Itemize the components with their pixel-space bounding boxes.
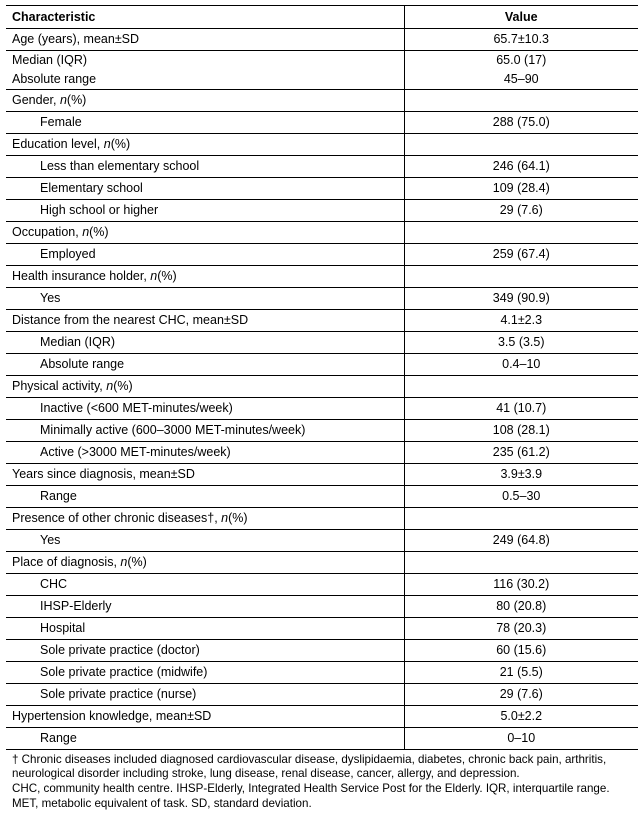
row-label: Hospital: [6, 618, 404, 640]
row-value: [404, 552, 638, 574]
row-label: Distance from the nearest CHC, mean±SD: [6, 310, 404, 332]
table-row: [6, 310, 638, 332]
row-value: 60 (15.6): [404, 640, 638, 662]
table-row: [6, 376, 638, 398]
row-value: [404, 222, 638, 244]
row-value: 349 (90.9): [404, 288, 638, 310]
row-value: 45–90: [404, 70, 638, 90]
table-row: [6, 70, 638, 90]
table-row: [6, 266, 638, 288]
row-value: [404, 376, 638, 398]
footnote-abbreviations: CHC, community health centre. IHSP-Elderly, Integrated Health Service Post for the Elderly. IQR, interquartile range. MET, metabolic equivalent of task. SD, standard deviation.: [12, 782, 610, 810]
row-label: Absolute range: [6, 70, 404, 90]
row-label: Health insurance holder, n(%): [6, 266, 404, 288]
row-value: 29 (7.6): [404, 200, 638, 222]
table-row: [6, 332, 638, 354]
table-row: [6, 288, 638, 310]
table-row: [6, 728, 638, 750]
table-row: [6, 662, 638, 684]
table-row: [6, 618, 638, 640]
table-row: [6, 398, 638, 420]
table-row: [6, 354, 638, 376]
row-label: Gender, n(%): [6, 90, 404, 112]
row-value: 4.1±2.3: [404, 310, 638, 332]
table-row: [6, 178, 638, 200]
table-row: [6, 156, 638, 178]
footnote-chronic-diseases: † Chronic diseases included diagnosed cardiovascular disease, dyslipidaemia, diabetes, chronic back pain, arthritis, neurological disorder including stroke, lung disease, renal disease, cancer, allergy, and depression.: [12, 753, 607, 781]
row-label: Presence of other chronic diseases†, n(%): [6, 508, 404, 530]
table-row: [6, 530, 638, 552]
table-row: [6, 420, 638, 442]
row-value: 80 (20.8): [404, 596, 638, 618]
row-label: Place of diagnosis, n(%): [6, 552, 404, 574]
table-row: [6, 222, 638, 244]
row-label: Yes: [6, 530, 404, 552]
row-value: 259 (67.4): [404, 244, 638, 266]
row-value: [404, 90, 638, 112]
row-value: 21 (5.5): [404, 662, 638, 684]
row-value: 78 (20.3): [404, 618, 638, 640]
row-label: Yes: [6, 288, 404, 310]
row-value: 3.5 (3.5): [404, 332, 638, 354]
row-value: 0.4–10: [404, 354, 638, 376]
table-row: [6, 112, 638, 134]
row-label: Hypertension knowledge, mean±SD: [6, 706, 404, 728]
row-value: 108 (28.1): [404, 420, 638, 442]
row-value: 29 (7.6): [404, 684, 638, 706]
table-row: [6, 134, 638, 156]
row-label: CHC: [6, 574, 404, 596]
row-label: Range: [6, 486, 404, 508]
table-row: [6, 574, 638, 596]
table-row: [6, 51, 638, 71]
row-label: Elementary school: [6, 178, 404, 200]
row-value: 65.7±10.3: [404, 29, 638, 51]
row-value: 288 (75.0): [404, 112, 638, 134]
table-row: [6, 29, 638, 51]
row-label: Sole private practice (doctor): [6, 640, 404, 662]
table-header-row: [6, 6, 638, 29]
row-label: High school or higher: [6, 200, 404, 222]
row-label: Employed: [6, 244, 404, 266]
table-row: [6, 442, 638, 464]
table-row: [6, 90, 638, 112]
row-label: Median (IQR): [6, 51, 404, 71]
row-label: Range: [6, 728, 404, 750]
table-row: [6, 640, 638, 662]
row-value: 0.5–30: [404, 486, 638, 508]
table-row: [6, 552, 638, 574]
row-value: [404, 508, 638, 530]
table-row: [6, 244, 638, 266]
row-value: 246 (64.1): [404, 156, 638, 178]
row-label: Years since diagnosis, mean±SD: [6, 464, 404, 486]
row-value: 5.0±2.2: [404, 706, 638, 728]
row-label: Inactive (<600 MET-minutes/week): [6, 398, 404, 420]
row-label: Education level, n(%): [6, 134, 404, 156]
row-value: 116 (30.2): [404, 574, 638, 596]
column-header-value: Value: [404, 6, 638, 29]
table-row: [6, 684, 638, 706]
characteristics-table: [6, 5, 638, 749]
row-value: 109 (28.4): [404, 178, 638, 200]
row-value: 3.9±3.9: [404, 464, 638, 486]
row-value: 249 (64.8): [404, 530, 638, 552]
row-value: 235 (61.2): [404, 442, 638, 464]
row-label: Absolute range: [6, 354, 404, 376]
row-label: Sole private practice (midwife): [6, 662, 404, 684]
row-label: Active (>3000 MET-minutes/week): [6, 442, 404, 464]
row-value: [404, 134, 638, 156]
row-value: 65.0 (17): [496, 53, 547, 67]
table-body: [6, 29, 638, 750]
row-label: Median (IQR): [6, 332, 404, 354]
row-label: Physical activity, n(%): [6, 376, 404, 398]
column-header-characteristic: Characteristic: [6, 6, 404, 29]
row-label: Occupation, n(%): [6, 222, 404, 244]
row-label: Sole private practice (nurse): [6, 684, 404, 706]
table-row: [6, 508, 638, 530]
row-value: 41 (10.7): [404, 398, 638, 420]
table-row: [6, 706, 638, 728]
table-row: [6, 464, 638, 486]
table-row: [6, 486, 638, 508]
row-label: IHSP-Elderly: [6, 596, 404, 618]
row-label: Less than elementary school: [6, 156, 404, 178]
table-footnotes: [6, 749, 638, 811]
row-value: 0–10: [507, 731, 536, 745]
row-label: Female: [6, 112, 404, 134]
table-row: [6, 596, 638, 618]
table-row: [6, 200, 638, 222]
row-label: Minimally active (600–3000 MET-minutes/week): [6, 420, 404, 442]
row-value: [404, 266, 638, 288]
row-label: Age (years), mean±SD: [6, 29, 404, 51]
